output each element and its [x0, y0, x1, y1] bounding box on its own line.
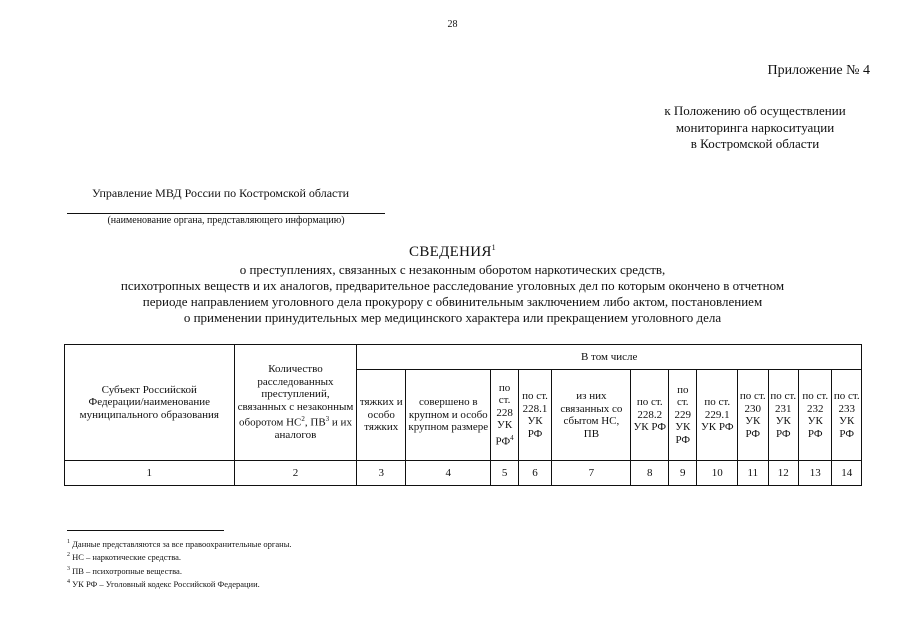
- column-number: 1: [65, 461, 235, 486]
- column-number: 5: [491, 461, 518, 486]
- subtitle-line: о преступлениях, связанных с незаконным оборотом наркотических средств,: [239, 262, 666, 277]
- column-number: 9: [669, 461, 697, 486]
- subtitle-line: психотропных веществ и их аналогов, предварительное расследование уголовных дел по которым окончено в отчетном: [120, 278, 785, 293]
- report-subtitle: [50, 262, 855, 326]
- sub-header: по ст. 229.1 УК РФ: [697, 370, 738, 461]
- appendix-line: в Костромской области: [690, 136, 820, 151]
- subtitle-line: периоде направлением уголовного дела прокурору с обвинительным заключением либо актом, постановлением: [142, 294, 763, 309]
- footnote: $^3$ ПВ – психотропные вещества.: [67, 565, 182, 576]
- column-number: 3: [357, 461, 406, 486]
- column-number: 11: [738, 461, 768, 486]
- column-number: 10: [697, 461, 738, 486]
- organ-underline: [67, 213, 385, 214]
- column-number: 8: [631, 461, 669, 486]
- report-table: [64, 344, 862, 486]
- appendix-line: к Положению об осуществлении: [664, 103, 846, 118]
- title-footnote-mark: 1: [491, 243, 496, 252]
- sub-header: совершено в крупном и особо крупном размере: [406, 370, 491, 461]
- sub-header: по ст. 232 УК РФ: [798, 370, 832, 461]
- sub-header: по ст. 228 УК $РФ^4$: [491, 370, 518, 461]
- sub-header: по ст. 230 УК РФ: [738, 370, 768, 461]
- column-number: 14: [832, 461, 862, 486]
- column-number: 7: [552, 461, 631, 486]
- column-number: 4: [406, 461, 491, 486]
- appendix-line: мониторинга наркоситуации: [675, 119, 835, 135]
- col-header-count: Количество расследованных преступлений, связанных с незаконным оборотом $НС^2$, $ПВ^3$ и их аналогов: [234, 345, 357, 461]
- report-title: [0, 243, 905, 261]
- footnote: $^4$ УК РФ – Уголовный кодекс Российской Федерации.: [67, 578, 260, 589]
- footnote: $^1$ Данные представляются за все правоохранительные органы.: [67, 538, 292, 549]
- subtitle-line: о применении принудительных мер медицинского характера или прекращением уголовного дела: [183, 310, 722, 325]
- col-header-subject: Субъект Российской Федерации/наименование муниципального образования: [65, 345, 235, 461]
- organ-caption: (наименование органа, представляющего информацию): [107, 215, 345, 226]
- sub-header: по ст. 228.2 УК РФ: [631, 370, 669, 461]
- column-number: 12: [768, 461, 798, 486]
- sub-header: по ст. 228.1 УК РФ: [518, 370, 552, 461]
- sub-header: тяжких и особо тяжких: [357, 370, 406, 461]
- report-title-text: СВЕДЕНИЯ: [409, 244, 492, 260]
- column-number: 6: [518, 461, 552, 486]
- appendix-title: Приложение № 4: [767, 63, 870, 78]
- sub-header: по ст. 233 УК РФ: [832, 370, 862, 461]
- footnote-separator: [67, 530, 224, 531]
- group-header: В том числе: [357, 345, 862, 370]
- sub-header: по ст. 229 УК РФ: [669, 370, 697, 461]
- footnote: $^2$ НС – наркотические средства.: [67, 552, 182, 563]
- column-number: 13: [798, 461, 832, 486]
- sub-header: по ст. 231 УК РФ: [768, 370, 798, 461]
- sub-header: из них связанных со сбытом НС, ПВ: [552, 370, 631, 461]
- footnotes: [67, 537, 292, 590]
- organ-name: Управление МВД России по Костромской области: [92, 186, 350, 200]
- page-number: 28: [447, 19, 458, 30]
- appendix-subtitle: [600, 103, 870, 153]
- column-number: 2: [234, 461, 357, 486]
